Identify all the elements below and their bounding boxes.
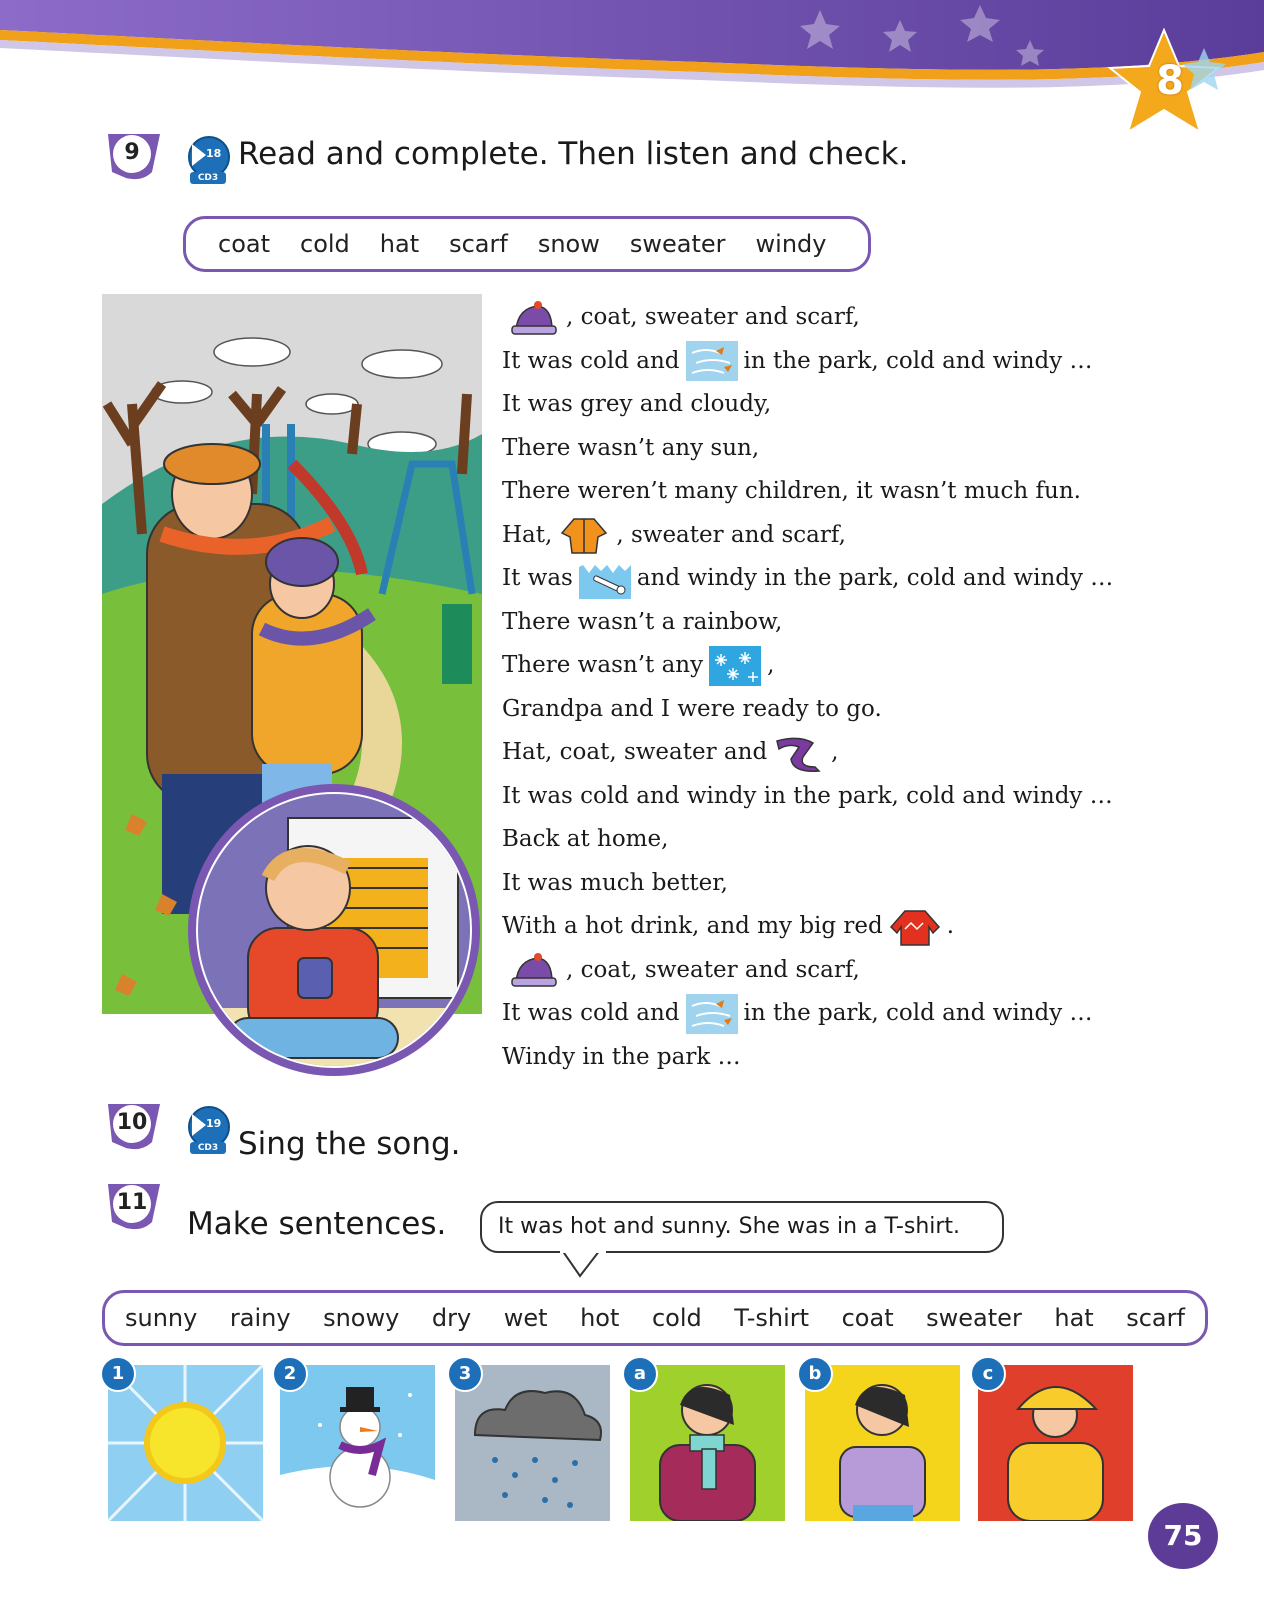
poem-line bbox=[502, 340, 1202, 384]
exercise-10-badge bbox=[102, 1098, 166, 1152]
word-bank-item: cold bbox=[300, 230, 350, 258]
poem-line bbox=[502, 905, 1202, 949]
audio-track-number: 18 bbox=[206, 147, 222, 160]
poem-line bbox=[502, 470, 1202, 514]
poem-text: Hat, coat, sweater and bbox=[502, 739, 768, 765]
poem-text: There wasn’t a rainbow, bbox=[502, 608, 783, 635]
poem-text: It was cold and bbox=[502, 347, 680, 374]
exercise-number: 10 bbox=[116, 1110, 148, 1135]
poem-line bbox=[502, 427, 1202, 471]
poem-text: , bbox=[767, 652, 775, 678]
exercise-9-badge bbox=[102, 128, 166, 182]
word-bank-11 bbox=[102, 1290, 1208, 1346]
poem bbox=[502, 296, 1202, 1079]
poem-text: It was grey and cloudy, bbox=[502, 391, 772, 417]
picture-label: a bbox=[622, 1356, 658, 1392]
audio-play-icon[interactable] bbox=[186, 136, 230, 182]
poem-text: Grandpa and I were ready to go. bbox=[502, 695, 882, 722]
exercise-9-instruction: Read and complete. Then listen and check. bbox=[238, 136, 909, 172]
word-bank-item: coat bbox=[841, 1304, 894, 1332]
poem-line bbox=[502, 557, 1202, 601]
word-bank-item: windy bbox=[755, 230, 827, 258]
word-bank-item: wet bbox=[503, 1304, 548, 1332]
poem-line bbox=[502, 296, 1202, 340]
poem-text: There wasn’t any sun, bbox=[502, 434, 760, 461]
word-bank-item: sweater bbox=[629, 230, 726, 258]
word-bank-item: sweater bbox=[926, 1304, 1022, 1332]
poem-text: There wasn’t any bbox=[502, 652, 704, 678]
page-number: 75 bbox=[1148, 1503, 1218, 1569]
audio-track-number: 19 bbox=[206, 1117, 222, 1130]
word-bank-item: hot bbox=[580, 1304, 620, 1332]
poem-line bbox=[502, 383, 1202, 427]
hat-icon bbox=[508, 298, 560, 338]
speech-bubble-tail-icon bbox=[560, 1250, 620, 1280]
poem-text: and windy in the park, cold and windy … bbox=[636, 565, 1114, 591]
sweater-icon bbox=[889, 907, 941, 947]
poem-text: in the park, cold and windy … bbox=[743, 1000, 1093, 1026]
poem-line bbox=[502, 514, 1202, 558]
poem-text: Hat, bbox=[502, 521, 553, 548]
hat-icon bbox=[508, 950, 560, 990]
scarf-icon bbox=[773, 733, 825, 773]
exercise-11-instruction: Make sentences. bbox=[187, 1206, 447, 1242]
word-bank-item: sunny bbox=[125, 1304, 198, 1332]
word-bank-item: scarf bbox=[449, 230, 508, 258]
poem-text: It was cold and windy in the park, cold and windy … bbox=[502, 782, 1113, 809]
picture-label: b bbox=[797, 1356, 833, 1392]
poem-text: It was cold and bbox=[502, 1000, 680, 1026]
word-bank-item: coat bbox=[218, 230, 270, 258]
snow-icon bbox=[709, 646, 761, 686]
poem-text: Back at home, bbox=[502, 826, 669, 852]
word-bank-item: dry bbox=[431, 1304, 472, 1332]
poem-line bbox=[502, 775, 1202, 819]
word-bank-item: snow bbox=[537, 230, 600, 258]
girl-tshirt-icon bbox=[805, 1365, 960, 1521]
word-bank-item: rainy bbox=[229, 1304, 291, 1332]
poem-text: It was bbox=[502, 565, 573, 591]
rain-cloud-icon bbox=[455, 1365, 610, 1521]
poem-line bbox=[502, 601, 1202, 645]
exercise-11-badge bbox=[102, 1178, 166, 1232]
word-bank-9 bbox=[183, 216, 871, 272]
poem-line bbox=[502, 949, 1202, 993]
audio-cd-label: CD3 bbox=[190, 172, 226, 184]
sun-icon bbox=[108, 1365, 263, 1521]
exercise-number: 11 bbox=[116, 1190, 148, 1215]
snowman-icon bbox=[280, 1365, 435, 1521]
poem-line bbox=[502, 688, 1202, 732]
poem-line bbox=[502, 992, 1202, 1036]
word-bank-item: T-shirt bbox=[734, 1304, 810, 1332]
poem-text: There weren’t many children, it wasn’t much fun. bbox=[502, 478, 1081, 504]
windy-icon bbox=[686, 994, 738, 1034]
audio-play-icon[interactable] bbox=[186, 1106, 230, 1152]
picture-label: 3 bbox=[447, 1356, 483, 1392]
poem-line bbox=[502, 731, 1202, 775]
exercise-number: 9 bbox=[124, 140, 140, 165]
word-bank-item: hat bbox=[1054, 1304, 1094, 1332]
word-bank-item: snowy bbox=[323, 1304, 400, 1332]
poem-line bbox=[502, 862, 1202, 906]
word-bank-item: cold bbox=[651, 1304, 702, 1332]
windy-icon bbox=[686, 341, 738, 381]
poem-line bbox=[502, 644, 1202, 688]
poem-text: With a hot drink, and my big red bbox=[502, 913, 883, 939]
poem-line bbox=[502, 1036, 1202, 1080]
word-bank-item: scarf bbox=[1126, 1304, 1185, 1332]
unit-number: 8 bbox=[1156, 58, 1184, 104]
poem-text: . bbox=[946, 913, 955, 939]
boy-by-fireplace-illustration bbox=[188, 778, 484, 1088]
picture-label: 1 bbox=[100, 1356, 136, 1392]
poem-text: It was much better, bbox=[502, 869, 728, 896]
exercise-10-instruction: Sing the song. bbox=[238, 1126, 461, 1162]
girl-scarf-icon bbox=[630, 1365, 785, 1521]
word-bank-item: hat bbox=[379, 230, 420, 258]
poem-text: , sweater and scarf, bbox=[616, 521, 846, 548]
cold-icon bbox=[579, 559, 631, 599]
picture-label: 2 bbox=[272, 1356, 308, 1392]
girl-raincoat-icon bbox=[978, 1365, 1133, 1521]
coat-icon bbox=[558, 515, 610, 555]
poem-text: Windy in the park … bbox=[502, 1043, 741, 1070]
example-speech-bubble: It was hot and sunny. She was in a T-shirt. bbox=[480, 1201, 1004, 1253]
poem-text: , coat, sweater and scarf, bbox=[566, 304, 860, 330]
poem-text: , bbox=[831, 739, 839, 765]
header-banner bbox=[0, 0, 1264, 120]
poem-line bbox=[502, 818, 1202, 862]
audio-cd-label: CD3 bbox=[190, 1142, 226, 1154]
poem-text: , coat, sweater and scarf, bbox=[566, 956, 860, 983]
picture-label: c bbox=[970, 1356, 1006, 1392]
poem-text: in the park, cold and windy … bbox=[743, 347, 1093, 374]
